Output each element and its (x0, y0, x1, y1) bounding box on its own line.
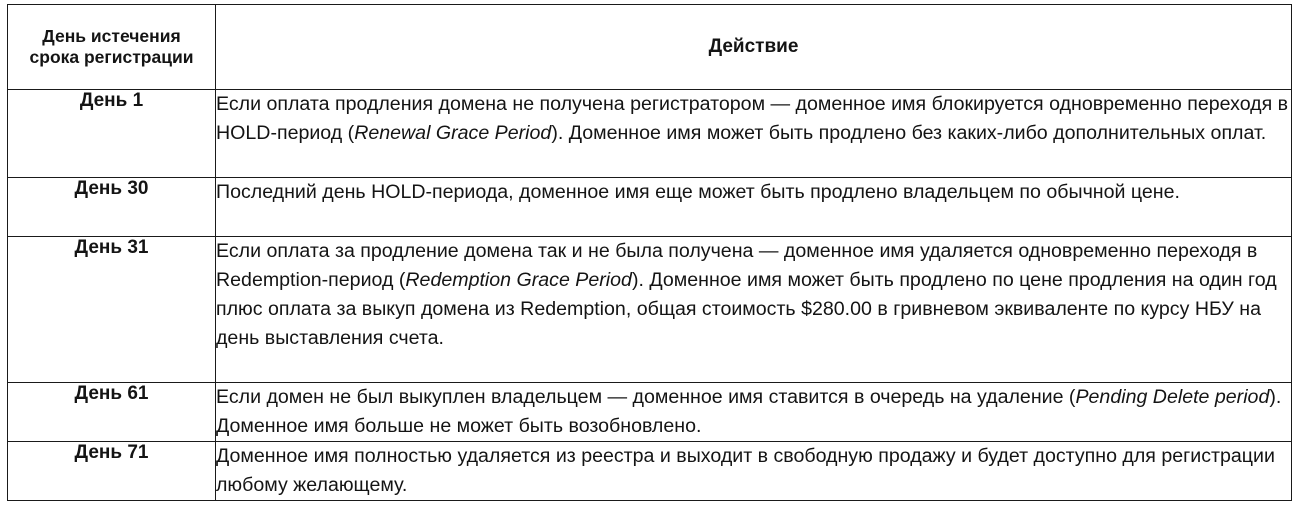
action-cell: Если оплата за продление домена так и не была получена — доменное имя удаляется одновременно переходя в Redemption-период (Redemption Grace Period). Доменное имя может быть продлено по цене продления на один год плюс оплата за выкуп домена из Redemption, общая стоимость $280.00 в гривневом эквиваленте по курсу НБУ на день выставления счета. (216, 237, 1292, 383)
domain-expiry-table (7, 4, 1292, 501)
table-row (8, 90, 1292, 178)
header-action: Действие (216, 5, 1292, 90)
action-cell: Последний день HOLD-периода, доменное имя еще может быть продлено владельцем по обычной цене. (216, 178, 1292, 237)
day-cell: День 31 (8, 237, 216, 383)
action-cell: Если домен не был выкуплен владельцем — доменное имя ставится в очередь на удаление (Pending Delete period). Доменное имя больше не может быть возобновлено. (216, 383, 1292, 442)
table-row (8, 442, 1292, 501)
day-cell: День 71 (8, 442, 216, 501)
table-header-row (8, 5, 1292, 90)
table-row (8, 178, 1292, 237)
action-cell: Доменное имя полностью удаляется из реестра и выходит в свободную продажу и будет доступно для регистрации любому желающему. (216, 442, 1292, 501)
table-row (8, 237, 1292, 383)
action-cell: Если оплата продления домена не получена регистратором — доменное имя блокируется одновременно переходя в HOLD-период (Renewal Grace Period). Доменное имя может быть продлено без каких-либо дополнительных оплат. (216, 90, 1292, 178)
day-cell: День 1 (8, 90, 216, 178)
day-cell: День 61 (8, 383, 216, 442)
day-cell: День 30 (8, 178, 216, 237)
header-expiry-day: День истечения срока регистрации (8, 5, 216, 90)
table-row (8, 383, 1292, 442)
